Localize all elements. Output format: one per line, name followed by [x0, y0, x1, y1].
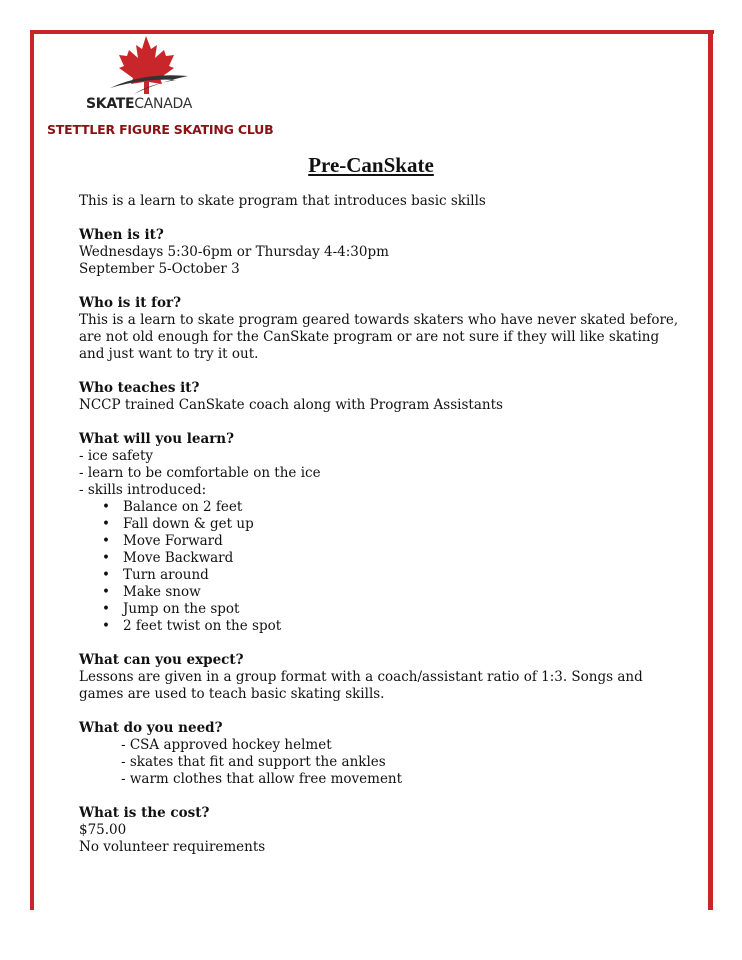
learn-line: - skills introduced:	[79, 482, 207, 498]
skill-item: • Move Backward	[79, 550, 709, 567]
expect-heading: What can you expect?	[79, 652, 244, 668]
skill-item: • Fall down & get up	[79, 516, 709, 533]
who-line: and just want to try it out.	[79, 346, 259, 362]
expect-line: Lessons are given in a group format with a coach/assistant ratio of 1:3. Songs and	[79, 669, 643, 685]
club-name: STETTLER FIGURE SKATING CLUB	[47, 122, 274, 137]
intro-text: This is a learn to skate program that introduces basic skills	[79, 193, 486, 209]
skills-list	[79, 499, 709, 635]
teaches-line: NCCP trained CanSkate coach along with Program Assistants	[79, 397, 503, 413]
cost-line: $75.00	[79, 822, 127, 838]
need-line: - warm clothes that allow free movement	[121, 771, 403, 787]
learn-heading: What will you learn?	[79, 431, 235, 447]
brand-rest-text: CANADA	[134, 96, 193, 112]
page-title: Pre-CanSkate	[308, 153, 434, 177]
cost-line: No volunteer requirements	[79, 839, 266, 855]
skill-item: • Balance on 2 feet	[79, 499, 709, 516]
skill-item: • Jump on the spot	[79, 601, 709, 618]
learn-line: - ice safety	[79, 448, 154, 464]
when-line: Wednesdays 5:30-6pm or Thursday 4-4:30pm	[79, 244, 389, 260]
need-heading: What do you need?	[79, 720, 223, 736]
skill-item: • Make snow	[79, 584, 709, 601]
brand-bold-text: SKATE	[86, 96, 135, 112]
document-body	[79, 193, 709, 856]
cost-heading: What is the cost?	[79, 805, 210, 821]
need-line: - skates that fit and support the ankles	[121, 754, 386, 770]
when-line: September 5-October 3	[79, 261, 240, 277]
teaches-heading: Who teaches it?	[79, 380, 200, 396]
learn-line: - learn to be comfortable on the ice	[79, 465, 321, 481]
brand-wordmark	[86, 96, 192, 112]
who-line: are not old enough for the CanSkate program or are not sure if they will like skating	[79, 329, 660, 345]
need-line: - CSA approved hockey helmet	[121, 737, 332, 753]
expect-line: games are used to teach basic skating skills.	[79, 686, 385, 702]
maple-leaf-icon	[104, 36, 194, 98]
skill-item: • Move Forward	[79, 533, 709, 550]
who-line: This is a learn to skate program geared towards skaters who have never skated before,	[79, 312, 679, 328]
skill-item: • 2 feet twist on the spot	[79, 618, 709, 635]
skill-item: • Turn around	[79, 567, 709, 584]
who-heading: Who is it for?	[79, 295, 182, 311]
when-heading: When is it?	[79, 227, 164, 243]
